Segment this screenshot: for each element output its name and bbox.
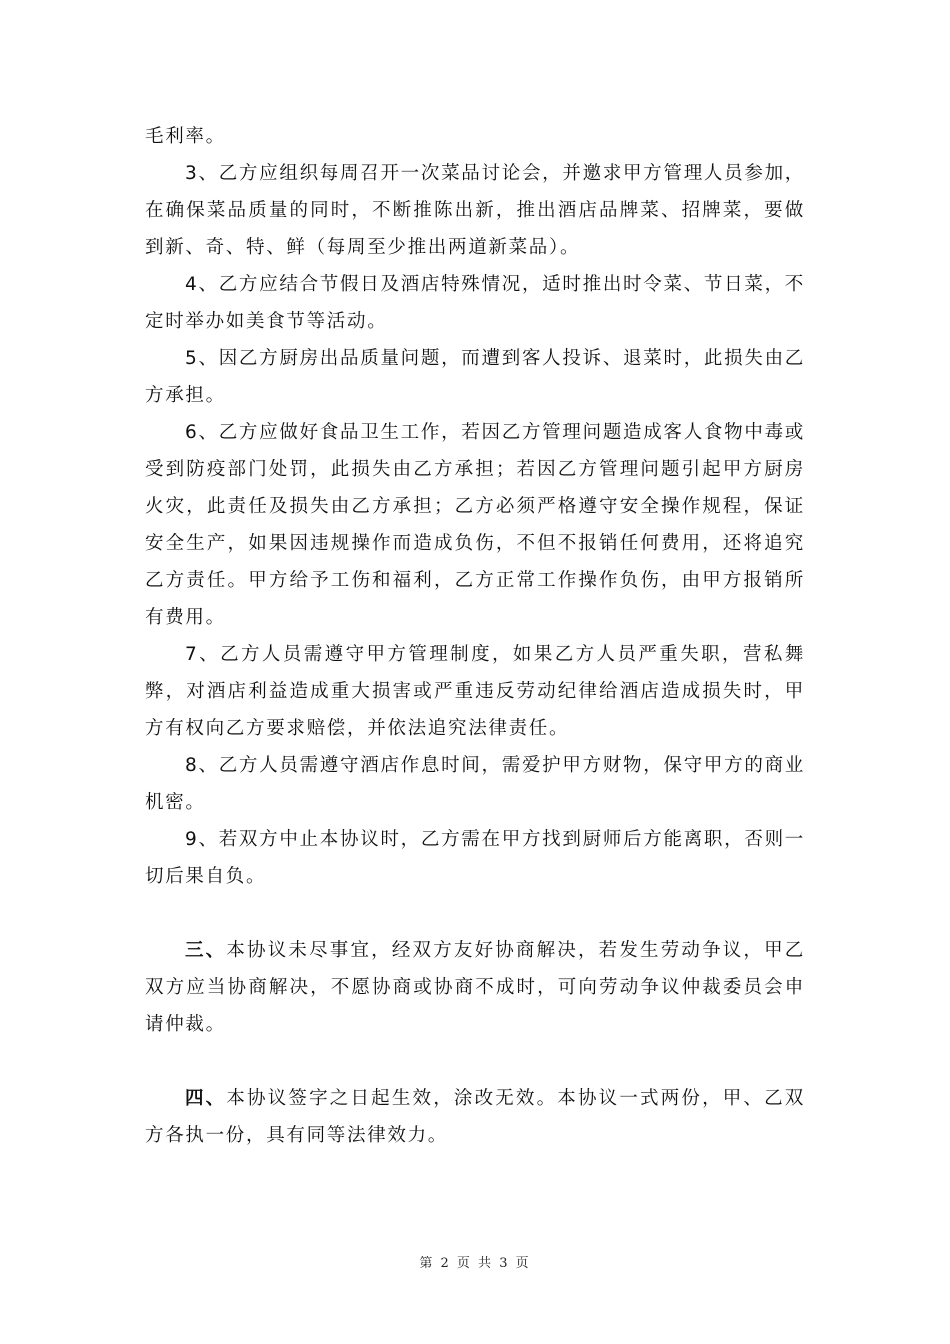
clause-6: 6、乙方应做好食品卫生工作，若因乙方管理问题造成客人食物中毒或受到防疫部门处罚，此损失由乙方承担；若因乙方管理问题引起甲方厨房火灾，此责任及损失由乙方承担；乙方必须严格遵守安全操作规程，保证安全生产，如果因违规操作而造成负伤，不但不报销任何费用，还将追究乙方责任。甲方给予工伤和福利，乙方正常工作操作负伤，由甲方报销所有费用。 <box>145 422 805 628</box>
section-3-text: 本协议未尽事宜，经双方友好协商解决，若发生劳动争议，甲乙双方应当协商解决，不愿协商或协商不成时，可向劳动争议仲裁委员会申请仲裁。 <box>145 940 805 1035</box>
clause-4: 4、乙方应结合节假日及酒店特殊情况，适时推出时令菜、节日菜，不定时举办如美食节等活动。 <box>145 274 805 332</box>
clause-5: 5、因乙方厨房出品质量问题，而遭到客人投诉、退菜时，此损失由乙方承担。 <box>145 348 805 406</box>
clause-8: 8、乙方人员需遵守酒店作息时间，需爱护甲方财物，保守甲方的商业机密。 <box>145 755 805 813</box>
clause-3: 3、乙方应组织每周召开一次菜品讨论会，并邀求甲方管理人员参加，在确保菜品质量的同时，不断推陈出新，推出酒店品牌菜、招牌菜，要做到新、奇、特、鲜（每周至少推出两道新菜品）。 <box>145 163 805 258</box>
section-4-text: 本协议签字之日起生效，涂改无效。本协议一式两份，甲、乙双方各执一份，具有同等法律效力。 <box>145 1088 805 1146</box>
document-body <box>145 118 805 1154</box>
clause-9: 9、若双方中止本协议时，乙方需在甲方找到厨师后方能离职，否则一切后果自负。 <box>145 829 805 887</box>
section-spacer <box>145 1043 805 1080</box>
continuation-text: 毛利率。 <box>145 126 226 147</box>
section-3-heading: 三、 <box>185 940 227 961</box>
clause-7: 7、乙方人员需遵守甲方管理制度，如果乙方人员严重失职，营私舞弊，对酒店利益造成重大损害或严重违反劳动纪律给酒店造成损失时，甲方有权向乙方要求赔偿，并依法追究法律责任。 <box>145 644 805 739</box>
section-spacer <box>145 895 805 932</box>
section-4 <box>145 1080 805 1154</box>
section-3 <box>145 932 805 1043</box>
page-number-footer: 第 2 页 共 3 页 <box>419 1256 531 1271</box>
section-4-heading: 四、 <box>185 1088 227 1109</box>
